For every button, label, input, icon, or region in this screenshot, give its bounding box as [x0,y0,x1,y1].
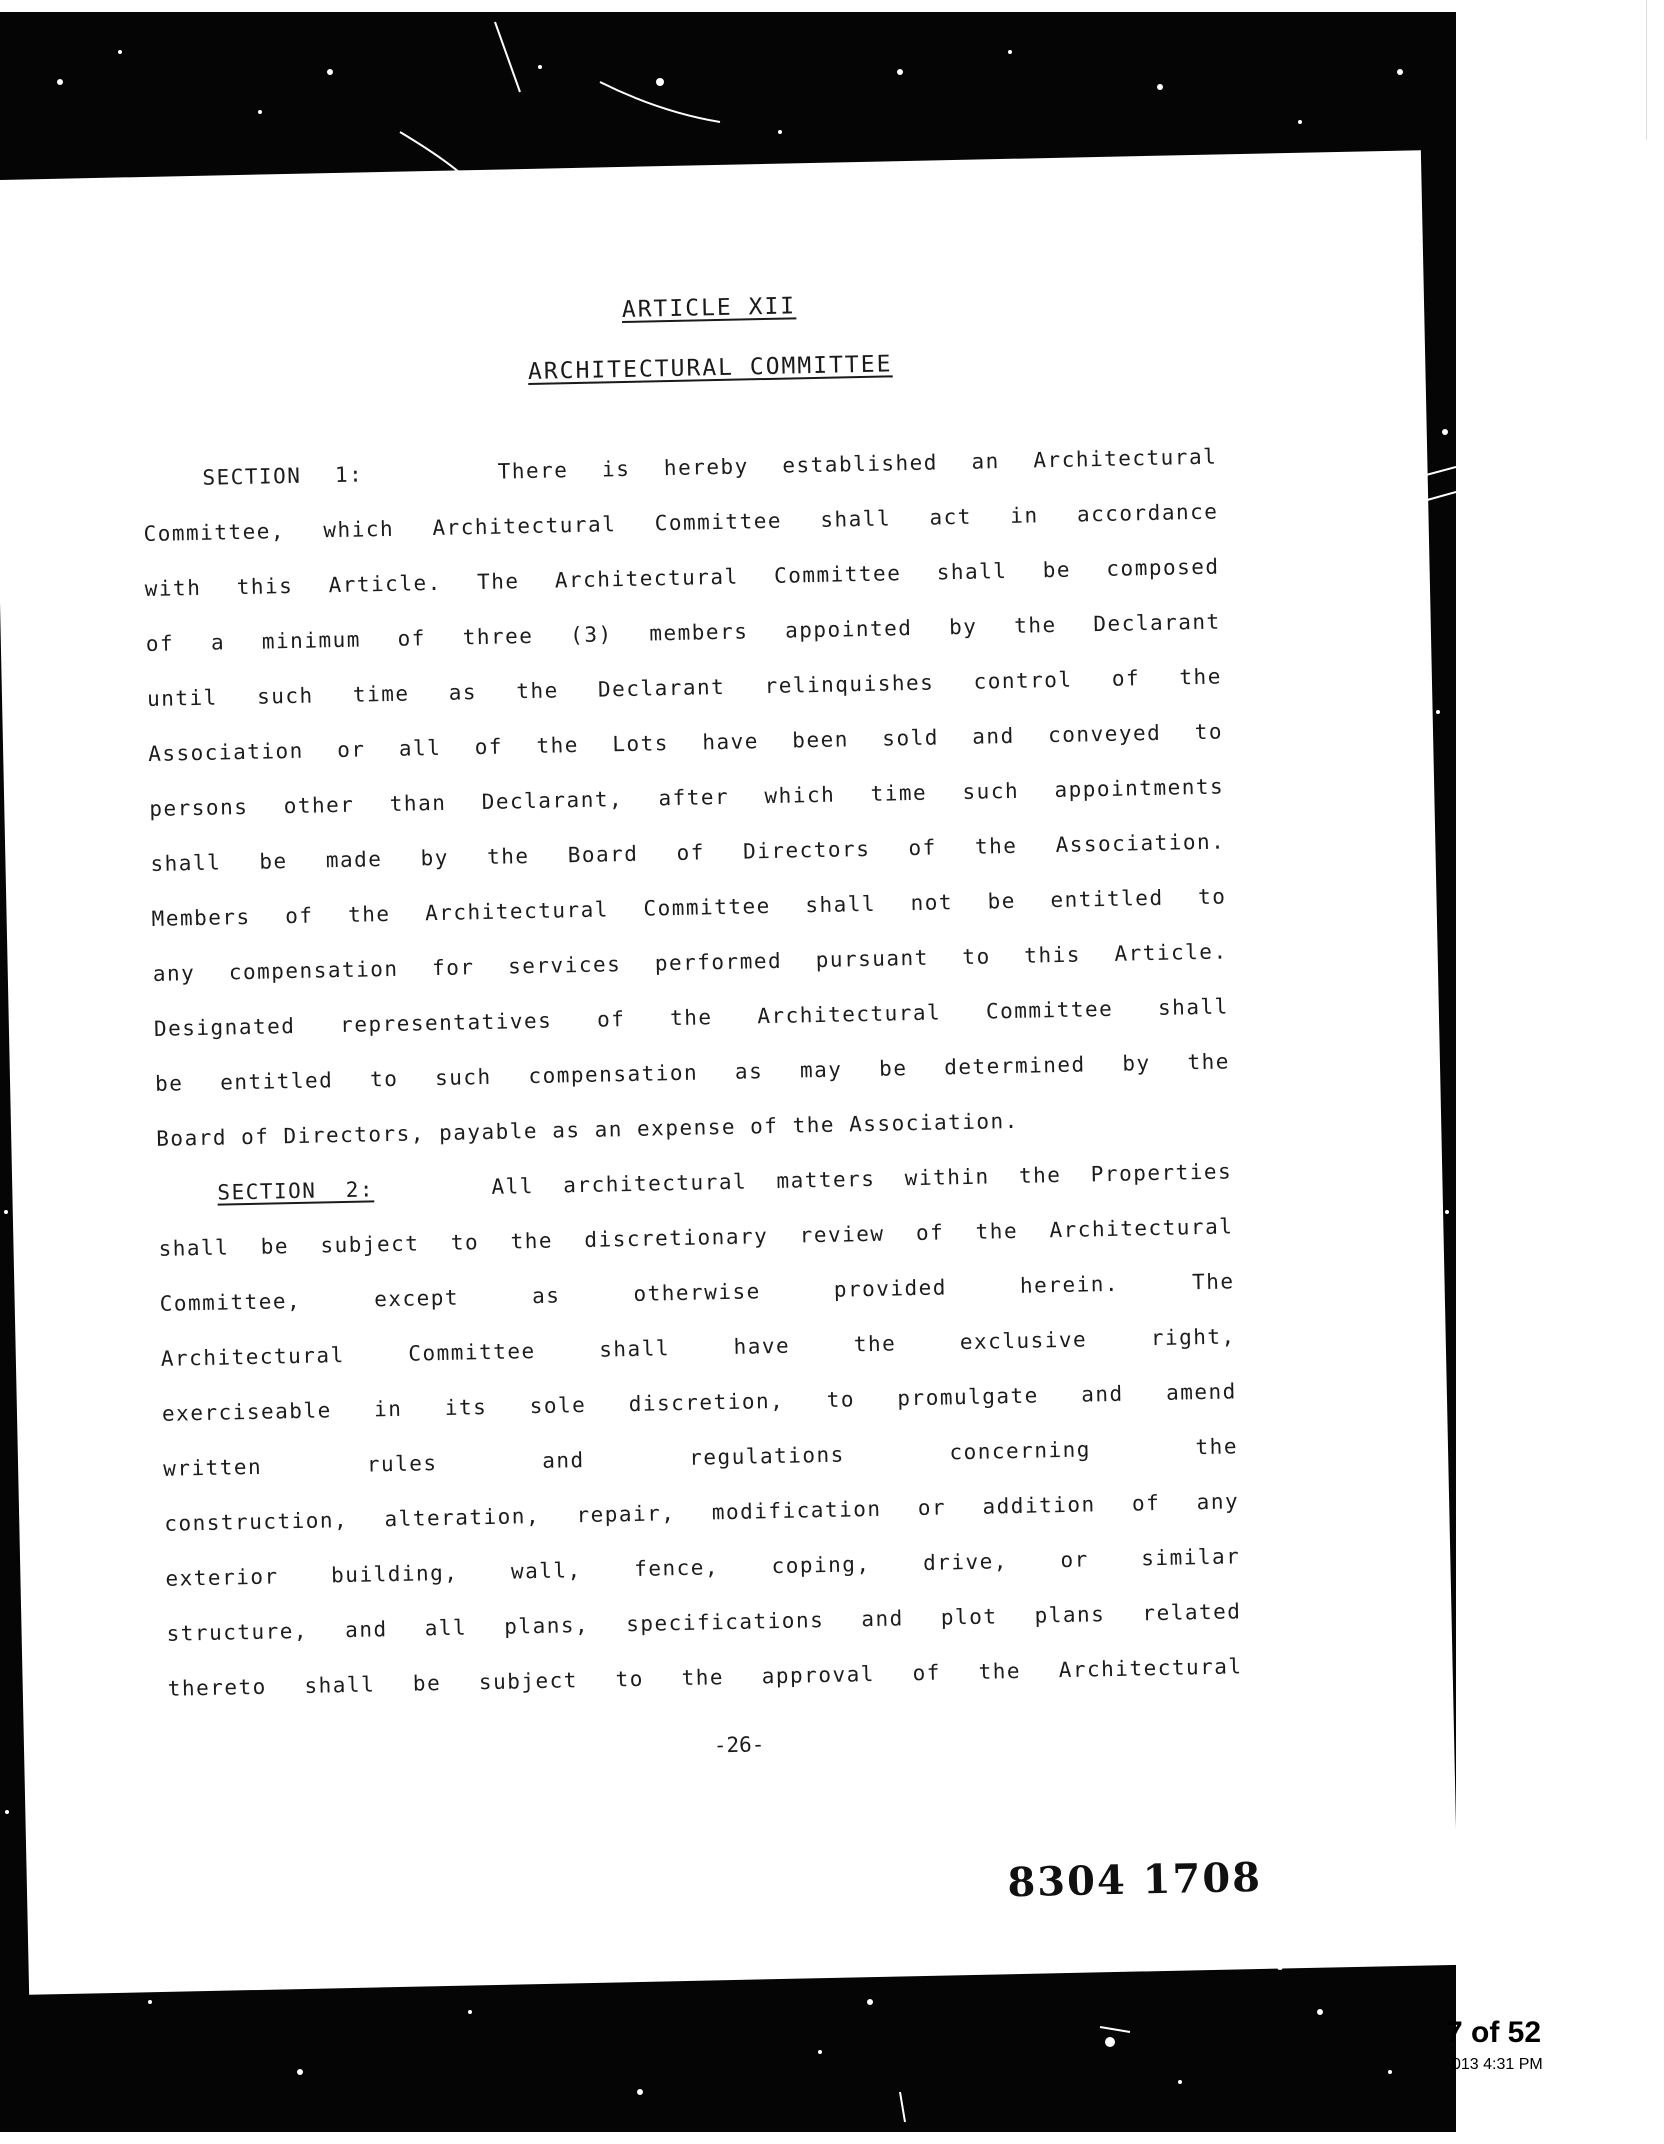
line-text: Members of the Architectural Committee shall not be entitled to [151,884,1227,931]
document-page [0,150,1459,1995]
line-text: any compensation for services performed pursuant to this Article. [152,939,1228,986]
line-text: construction, alteration, repair, modification or addition of any [164,1489,1240,1536]
line-text: shall be made by the Board of Directors of the Association. [150,829,1226,876]
margin-mark [1646,0,1647,140]
line-text: of a minimum of three (3) members appointed by the Declarant [145,609,1221,657]
line-text: Committee, except as otherwise provided herein. The [159,1269,1235,1316]
line-text: exterior building, wall, fence, coping, drive, or similar [165,1544,1241,1591]
line-text: shall be subject to the discretionary review of the Architectural [158,1214,1234,1261]
page-number: -26- [713,1732,765,1758]
line-text: until such time as the Declarant relinquishes control of the [146,664,1223,712]
article-title: ARTICLE XII [621,293,797,323]
line-text: Committee, which Architectural Committee shall act in accordance [143,499,1219,547]
line-text: structure, and all plans, specifications and plot plans related [166,1599,1242,1646]
line-text: persons other than Declarant, after which time such appointments [149,774,1225,821]
section-heading: SECTION 2: [217,1177,375,1205]
line-text: Architectural Committee shall have the exclusive right, [160,1324,1236,1371]
line-text: with this Article. The Architectural Committee shall be composed [144,554,1220,602]
line-text: Association or all of the Lots have been sold and conveyed to [147,719,1224,767]
section-heading: SECTION 1: [202,462,364,490]
line-text: Designated representatives of the Architectural Committee shall [153,994,1229,1041]
line-text: There is hereby established an Architectural [497,444,1218,484]
line-text: written rules and regulations concerning the [162,1434,1239,1481]
book-page-stamp: 8304 1708 [1006,1853,1263,1907]
body-text [142,430,1243,1717]
line-text: exerciseable in its sole discretion, to promulgate and amend [161,1379,1238,1426]
line-text: thereto shall be subject to the approval of the Architectural [167,1654,1243,1701]
line-text: be entitled to such compensation as may be determined by the [154,1049,1231,1096]
line-text: All architectural matters within the Properties [491,1159,1233,1199]
line-text: Board of Directors, payable as an expense of the Association. [156,1108,1020,1151]
print-timestamp: 013 4:31 PM [1452,2056,1543,2073]
article-subtitle: ARCHITECTURAL COMMITTEE [527,351,893,385]
page-counter: 7 of 52 [1446,2016,1542,2049]
